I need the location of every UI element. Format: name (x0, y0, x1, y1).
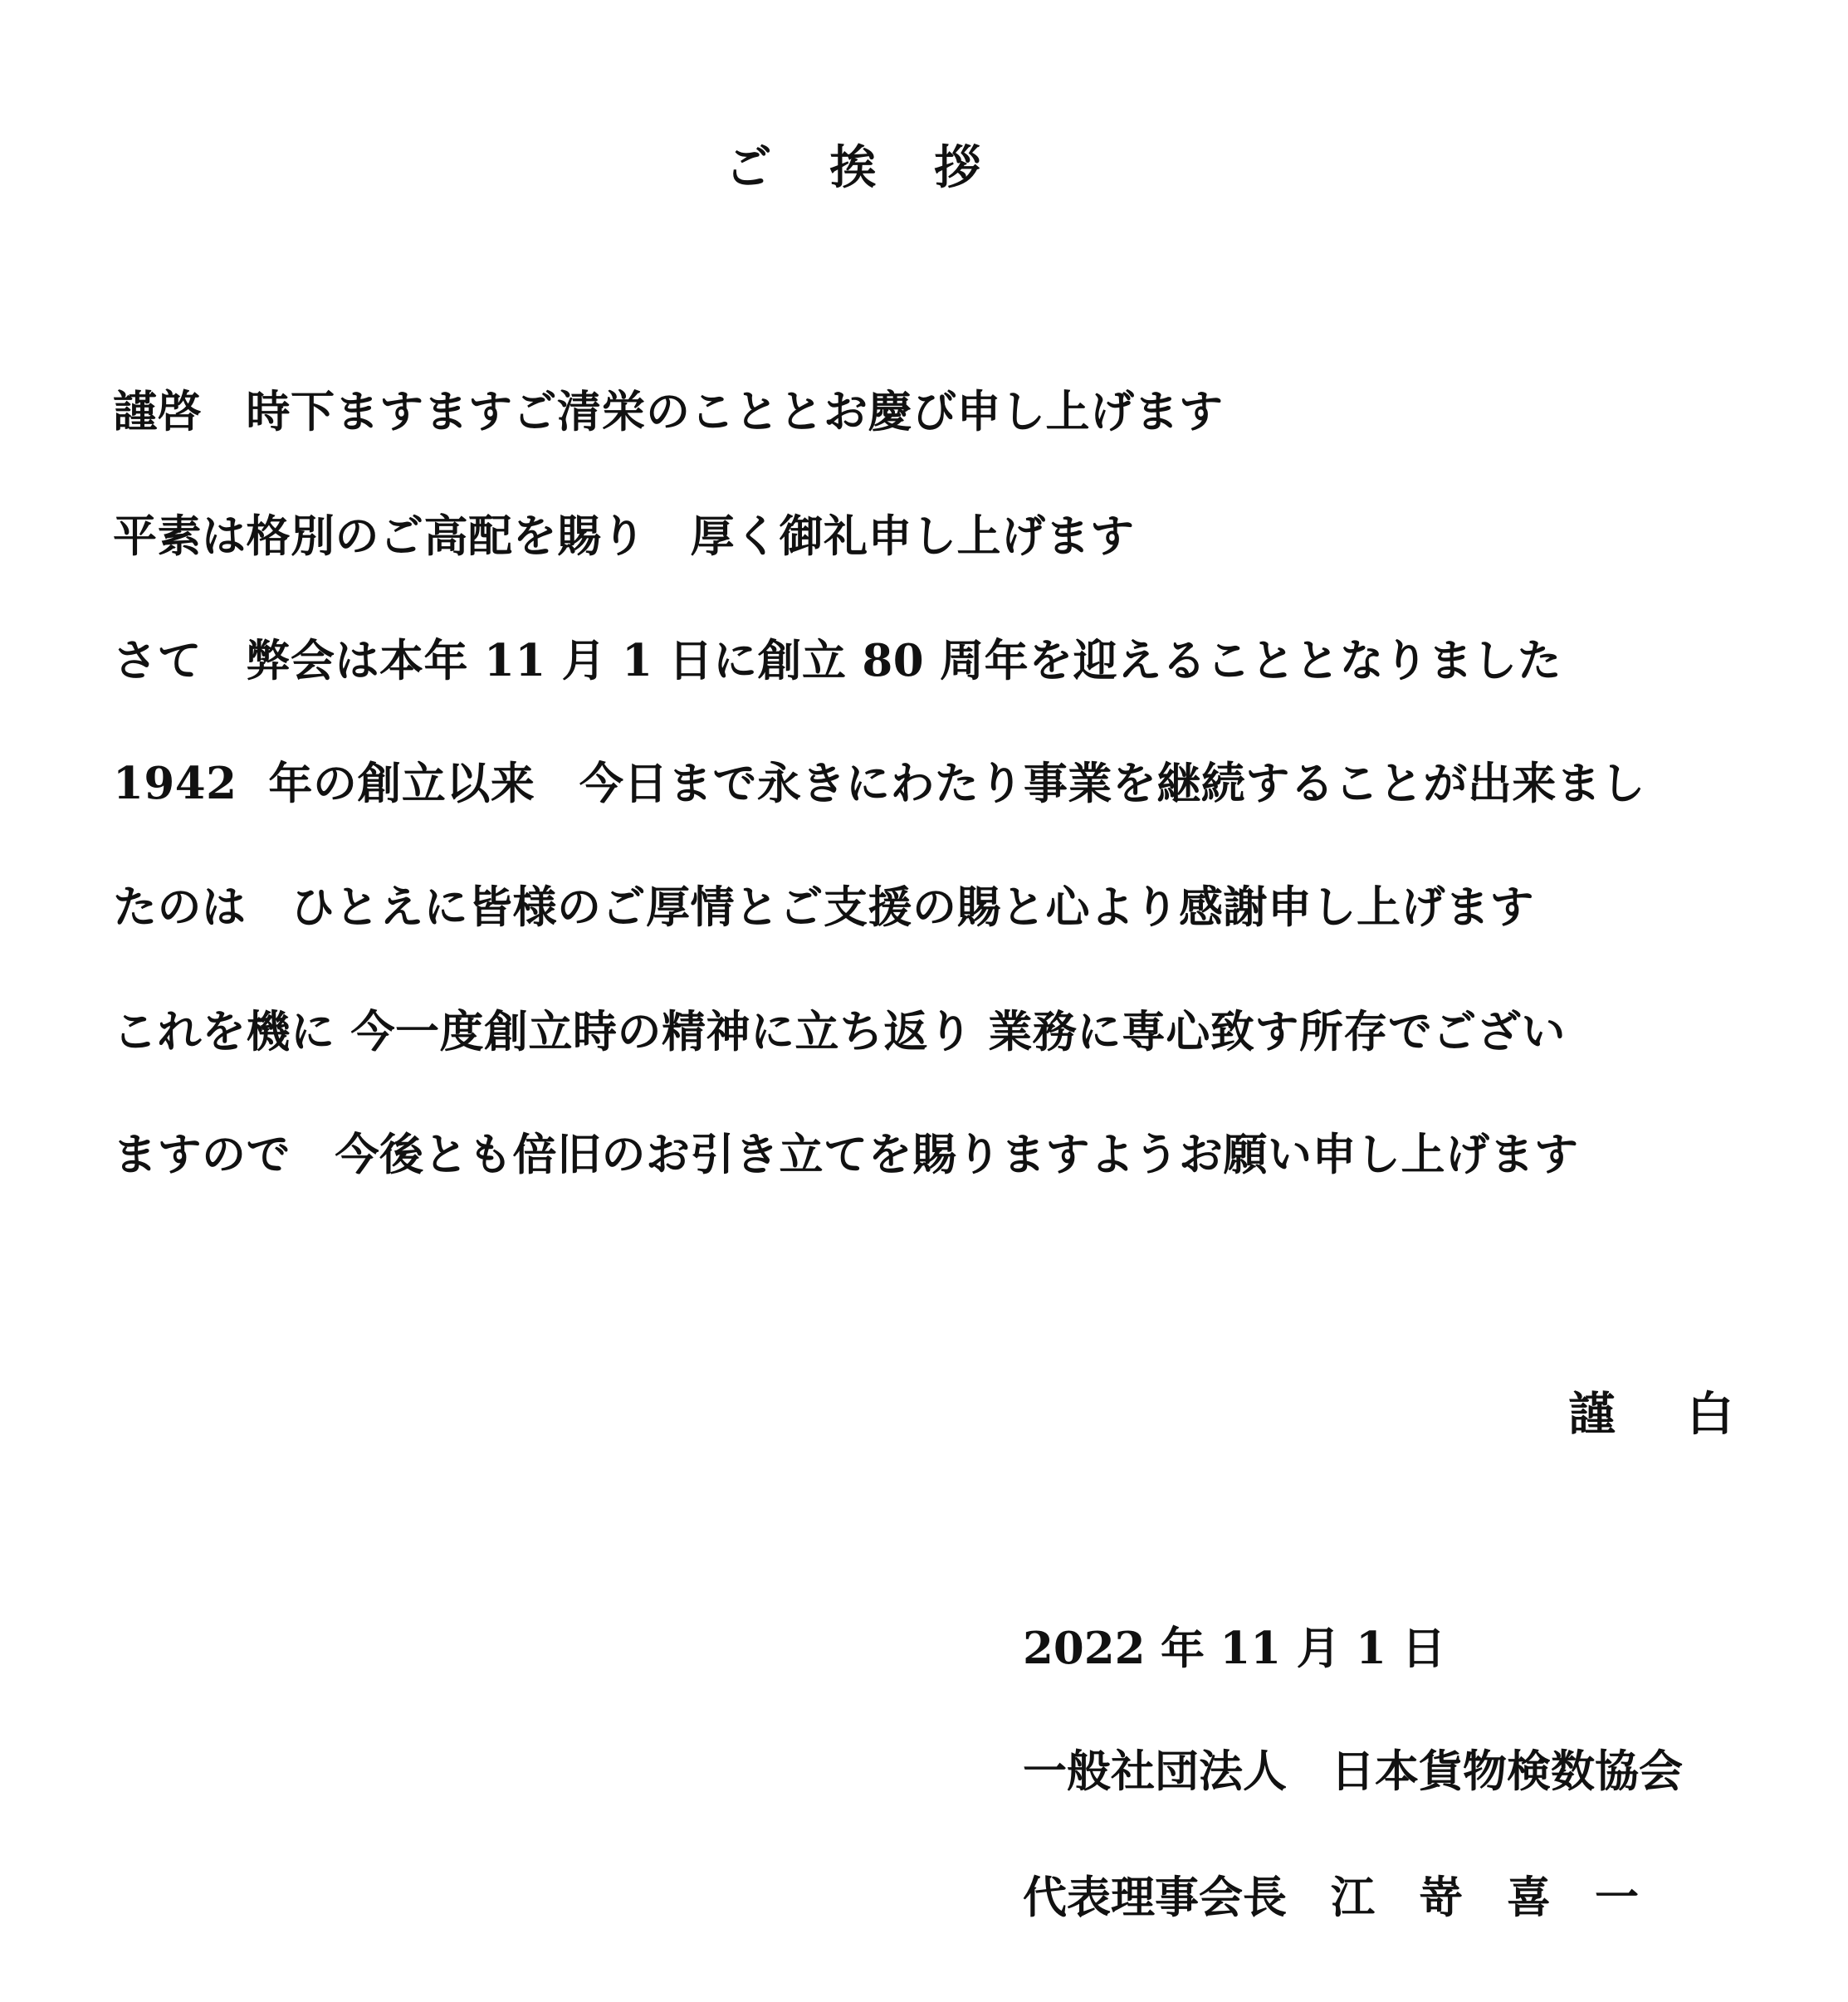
body-line-3: さて 弊会は本年 11 月 1 日に創立 80 周年を迎えることとなりました (113, 635, 1562, 686)
organization-name: 一般社団法人 日本貨物検数協会 (1023, 1746, 1683, 1797)
body-line-2: 平素は格別のご高配を賜り 厚く御礼申し上げます (113, 510, 1135, 562)
closing-phrase: 謹 白 (1568, 1387, 1762, 1442)
body-line-7: ますので 今後とも倍旧のお引き立てを賜りますようお願い申し上げます (113, 1129, 1579, 1180)
body-line-1: 謹啓 時下ますますご清栄のこととお慶び申し上げます (113, 386, 1224, 437)
body-line-6: これを機に 今一度創立時の精神に立ち返り 業務に専心致す所存でござい (113, 1006, 1566, 1057)
letter-date: 2022 年 11 月 1 日 (1023, 1623, 1446, 1674)
body-line-4: 1942 年の創立以来 今日まで永きにわたり事業を継続することが出来まし (113, 758, 1645, 809)
representative-name: 代表理事会長 江 嵜 喜 一 (1023, 1872, 1639, 1923)
page-title: ご 挨 拶 (725, 140, 1002, 195)
body-line-5: たのは ひとえに皆様のご厚情とご支援の賜と心より感謝申し上げます (113, 881, 1534, 933)
